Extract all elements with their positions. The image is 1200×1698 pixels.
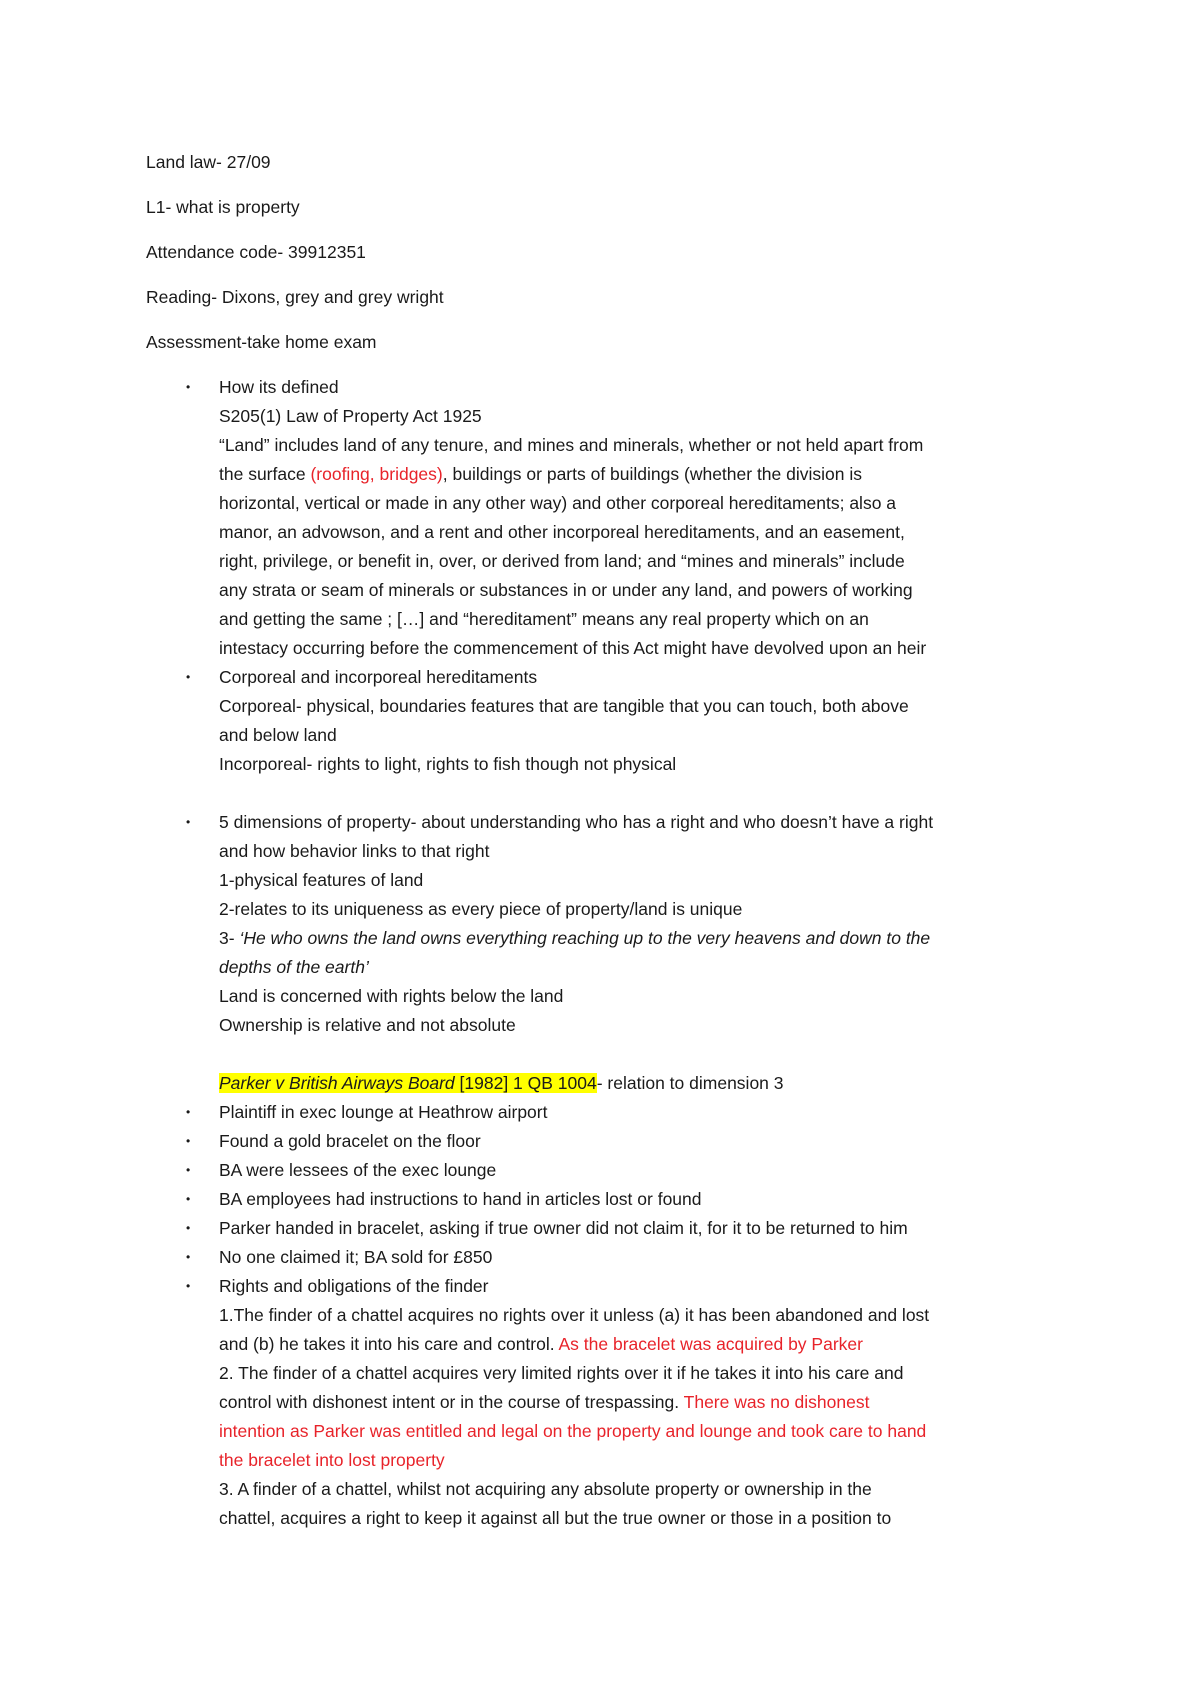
quote-text: ‘He who owns the land owns everything reaching up to the very heavens and down to the xyxy=(239,928,931,948)
red-annotation: As the bracelet was acquired by Parker xyxy=(558,1334,863,1354)
assessment: Assessment-take home exam xyxy=(146,332,377,352)
bullet-icon: • xyxy=(186,380,191,394)
definition-line: and getting the same ; […] and “hereditament” means any real property which on an xyxy=(219,609,869,629)
bullet-icon: • xyxy=(186,1163,191,1177)
definition-line: horizontal, vertical or made in any other way) and other corporeal hereditaments; also a xyxy=(219,493,897,513)
hereditaments-line: Corporeal- physical, boundaries features that are tangible that you can touch, both above xyxy=(219,696,909,716)
case-heading xyxy=(219,1073,784,1093)
bullet-icon: • xyxy=(186,1279,191,1293)
rights-text: and (b) he takes it into his care and control. xyxy=(219,1334,559,1354)
definition-heading: How its defined xyxy=(219,377,339,397)
bullet-icon: • xyxy=(186,1250,191,1264)
case-highlight xyxy=(219,1073,597,1093)
lecture-title: L1- what is property xyxy=(146,197,300,217)
rights-line xyxy=(219,1392,869,1412)
rights-line: 3. A finder of a chattel, whilst not acquiring any absolute property or ownership in the xyxy=(219,1479,872,1499)
bullet-icon: • xyxy=(186,1105,191,1119)
dimensions-heading: 5 dimensions of property- about understanding who has a right and who doesn’t have a right xyxy=(219,812,934,832)
bullet-icon: • xyxy=(186,1134,191,1148)
definition-line: any strata or seam of minerals or substances in or under any land, and powers of working xyxy=(219,580,913,600)
definition-line: intestacy occurring before the commencement of this Act might have devolved upon an heir xyxy=(219,638,927,658)
rights-line xyxy=(219,1334,863,1354)
bullet-icon: • xyxy=(186,670,191,684)
red-annotation: the bracelet into lost property xyxy=(219,1450,445,1470)
dimensions-line xyxy=(219,957,369,977)
definition-text: the surface xyxy=(219,464,311,484)
case-name: Parker v British Airways Board xyxy=(219,1073,455,1093)
definition-line xyxy=(219,464,862,484)
definition-text: , buildings or parts of buildings (whether the division is xyxy=(442,464,862,484)
rights-line: chattel, acquires a right to keep it against all but the true owner or those in a position to xyxy=(219,1508,892,1528)
dimensions-line: and how behavior links to that right xyxy=(219,841,490,861)
case-fact: BA were lessees of the exec lounge xyxy=(219,1160,497,1180)
red-annotation: (roofing, bridges) xyxy=(310,464,443,484)
case-fact: Plaintiff in exec lounge at Heathrow airport xyxy=(219,1102,548,1122)
rights-heading: Rights and obligations of the finder xyxy=(219,1276,489,1296)
dimensions-line xyxy=(219,928,930,948)
dimensions-line: 2-relates to its uniqueness as every piece of property/land is unique xyxy=(219,899,743,919)
dimensions-line: Land is concerned with rights below the land xyxy=(219,986,564,1006)
hereditaments-heading: Corporeal and incorporeal hereditaments xyxy=(219,667,538,687)
bullet-icon: • xyxy=(186,815,191,829)
red-annotation: intention as Parker was entitled and legal on the property and lounge and took care to hand xyxy=(219,1421,927,1441)
rights-line: 2. The finder of a chattel acquires very limited rights over it if he takes it into his care and xyxy=(219,1363,904,1383)
case-suffix: - relation to dimension 3 xyxy=(596,1073,784,1093)
rights-text: control with dishonest intent or in the course of trespassing. xyxy=(219,1392,684,1412)
case-fact: Parker handed in bracelet, asking if true owner did not claim it, for it to be returned to him xyxy=(219,1218,908,1238)
hereditaments-line: and below land xyxy=(219,725,337,745)
case-fact: BA employees had instructions to hand in articles lost or found xyxy=(219,1189,702,1209)
red-annotation: There was no dishonest xyxy=(683,1392,870,1412)
case-fact: No one claimed it; BA sold for £850 xyxy=(219,1247,493,1267)
bullet-icon: • xyxy=(186,1221,191,1235)
dimensions-line: Ownership is relative and not absolute xyxy=(219,1015,516,1035)
statute-ref: S205(1) Law of Property Act 1925 xyxy=(219,406,482,426)
definition-line: right, privilege, or benefit in, over, or derived from land; and “mines and minerals” include xyxy=(219,551,905,571)
definition-line: manor, an advowson, and a rent and other incorporeal hereditaments, and an easement, xyxy=(219,522,905,542)
rights-line: 1.The finder of a chattel acquires no rights over it unless (a) it has been abandoned and lost xyxy=(219,1305,930,1325)
definition-line: “Land” includes land of any tenure, and mines and minerals, whether or not held apart from xyxy=(219,435,924,455)
dimensions-text: 3- xyxy=(219,928,240,948)
reading-list: Reading- Dixons, grey and grey wright xyxy=(146,287,444,307)
bullet-icon: • xyxy=(186,1192,191,1206)
doc-title: Land law- 27/09 xyxy=(146,152,271,172)
case-citation: [1982] 1 QB 1004 xyxy=(454,1073,597,1093)
case-fact: Found a gold bracelet on the floor xyxy=(219,1131,481,1151)
hereditaments-line: Incorporeal- rights to light, rights to fish though not physical xyxy=(219,754,677,774)
quote-text: depths of the earth’ xyxy=(219,957,369,977)
dimensions-line: 1-physical features of land xyxy=(219,870,424,890)
attendance-code: Attendance code- 39912351 xyxy=(146,242,366,262)
